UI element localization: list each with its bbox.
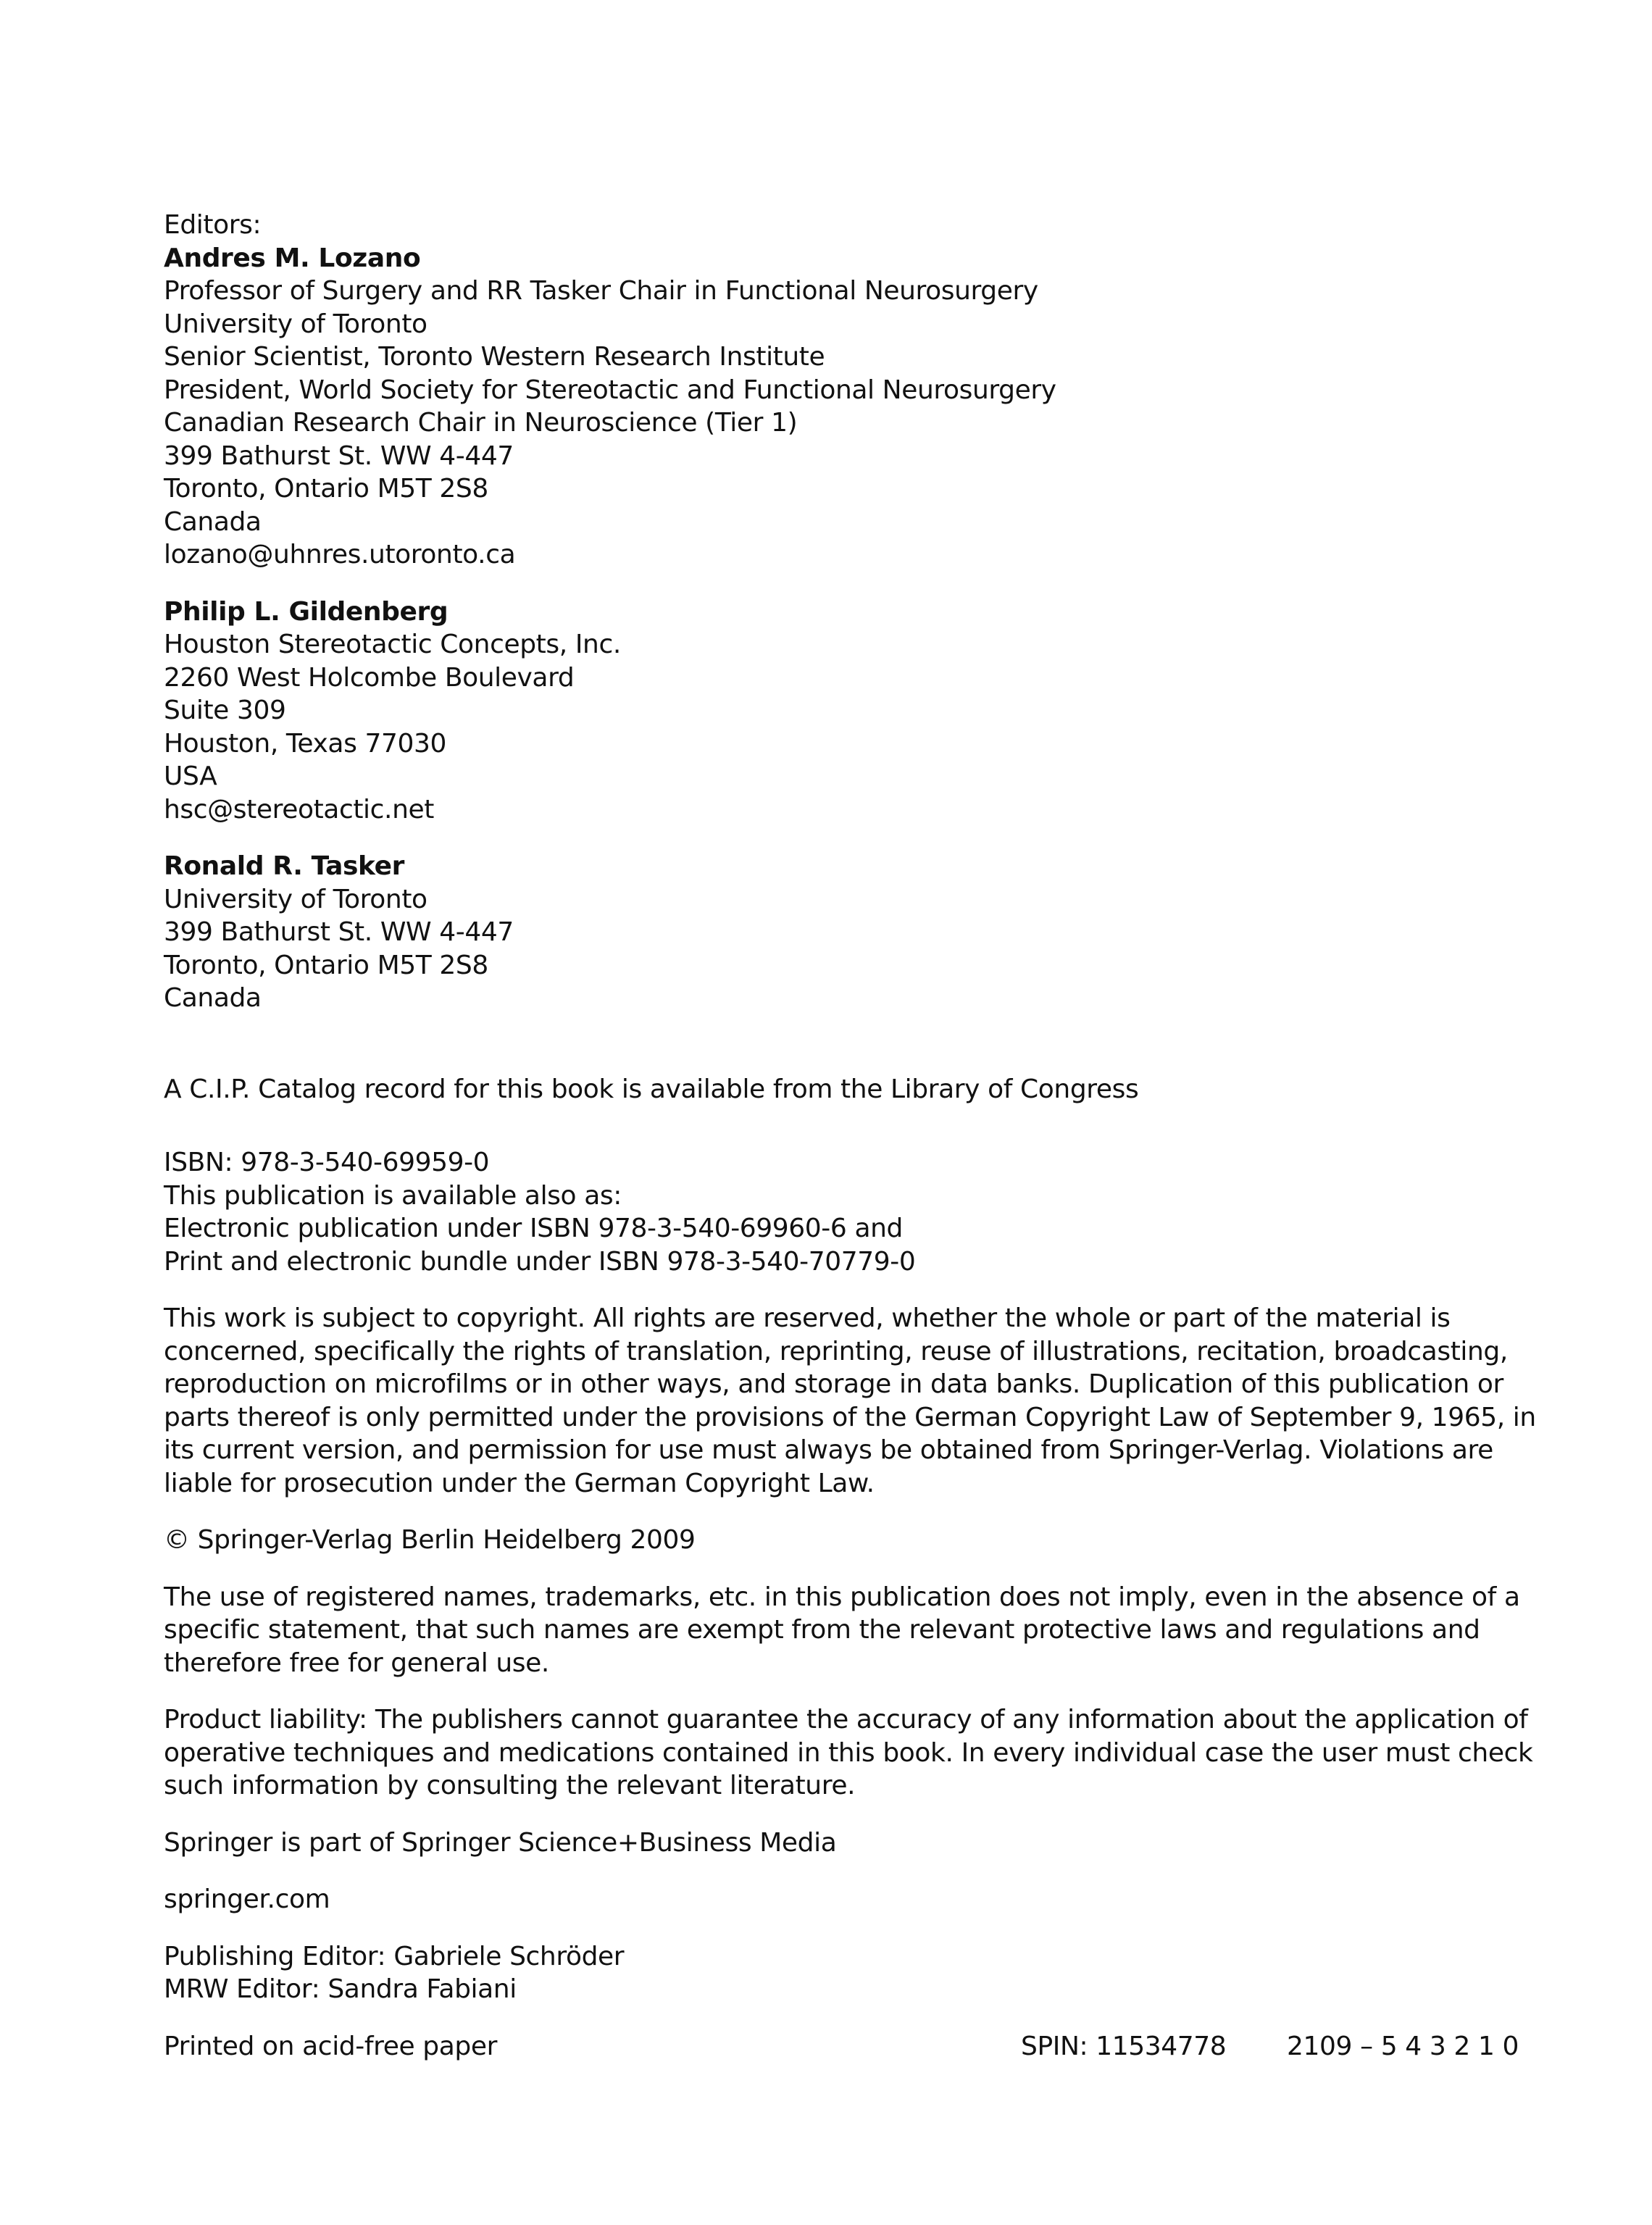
publishing-editor: Publishing Editor: Gabriele Schröder [164,1941,625,1971]
trademark-notice-line: The use of registered names, trademarks, etc. in this publication does not imply, even in the absence of a [164,1582,1520,1612]
editors-heading: Editors: [164,210,262,240]
spacer [164,1557,1519,1581]
cip-record: A C.I.P. Catalog record for this book is available from the Library of Congress [164,1074,1139,1104]
spacer [164,1106,1519,1146]
copyright-line: © Springer-Verlag Berlin Heidelberg 2009 [164,1525,696,1555]
isbn-line: Print and electronic bundle under ISBN 978-3-540-70779-0 [164,1246,916,1277]
copyright-page [164,209,1536,2063]
editor-name: Andres M. Lozano [164,243,421,273]
isbn-block [164,1146,1519,1278]
liability-notice-line: Product liability: The publishers cannot guarantee the accuracy of any information about the application of [164,1705,1528,1735]
spin-number: SPIN: 11534778 [1021,2031,1227,2061]
editor-line: President, World Society for Stereotactic and Functional Neurosurgery [164,375,1056,405]
spacer [164,1500,1519,1524]
copyright-notice-line: reproduction on microfilms or in other ways, and storage in data banks. Duplication of this publication or [164,1369,1503,1399]
editor-name: Ronald R. Tasker [164,851,404,881]
editor-line: 2260 West Holcombe Boulevard [164,662,575,693]
editor-line: Suite 309 [164,696,286,725]
copyright-notice-line: parts thereof is only permitted under the provisions of the German Copyright Law of September 9, 1965, in [164,1402,1536,1432]
spacer [164,1916,1519,1940]
spacer [164,572,1519,596]
editor-block-tasker [164,850,1519,1015]
staff-block [164,1940,1519,2006]
editor-line: Toronto, Ontario M5T 2S8 [164,474,488,504]
trademark-notice [164,1581,1519,1680]
editor-line: Canada [164,983,262,1013]
trademark-notice-line: specific statement, that such names are exempt from the relevant protective laws and regulations and [164,1615,1480,1645]
editor-line: University of Toronto [164,309,427,339]
editor-line: Toronto, Ontario M5T 2S8 [164,950,488,980]
editor-line: Senior Scientist, Toronto Western Research Institute [164,342,825,372]
editor-line: 399 Bathurst St. WW 4-447 [164,917,514,947]
copyright-notice [164,1302,1536,1500]
isbn-line: ISBN: 978-3-540-69959-0 [164,1148,490,1177]
spacer [164,1015,1519,1073]
editor-line: University of Toronto [164,884,427,914]
editor-name: Philip L. Gildenberg [164,596,449,627]
copyright-notice-line: liable for prosecution under the German Copyright Law. [164,1468,875,1498]
spacer [164,1803,1519,1827]
website: springer.com [164,1884,330,1914]
springer-part: Springer is part of Springer Science+Business Media [164,1827,837,1858]
editor-line: Canadian Research Chair in Neuroscience (Tier 1) [164,408,798,438]
print-code: 2109 – 5 4 3 2 1 0 [1287,2031,1519,2061]
spacer [164,826,1519,850]
mrw-editor: MRW Editor: Sandra Fabiani [164,1974,517,2004]
editor-line: 399 Bathurst St. WW 4-447 [164,441,514,471]
editor-line: Professor of Surgery and RR Tasker Chair in Functional Neurosurgery [164,276,1038,306]
liability-notice-line: operative techniques and medications contained in this book. In every individual case the user must check [164,1737,1533,1768]
copyright-notice-line: This work is subject to copyright. All rights are reserved, whether the whole or part of the material is [164,1303,1451,1333]
isbn-line: Electronic publication under ISBN 978-3-540-69960-6 and [164,1214,903,1243]
spacer [164,2006,1519,2030]
print-footer [164,2030,1519,2063]
isbn-line: This publication is available also as: [164,1180,622,1211]
spacer [164,1679,1519,1703]
copyright-notice-line: concerned, specifically the rights of translation, reprinting, reuse of illustrations, recitation, broadcasting, [164,1336,1508,1366]
editor-line: USA [164,761,217,791]
spacer [164,1859,1519,1883]
editor-line: Houston, Texas 77030 [164,728,446,759]
editor-email: hsc@stereotactic.net [164,794,434,825]
editor-line: Houston Stereotactic Concepts, Inc. [164,630,621,659]
paper-note: Printed on acid-free paper [164,2031,497,2061]
editor-block-lozano [164,242,1519,572]
spacer [164,1278,1519,1302]
liability-notice [164,1703,1533,1803]
liability-notice-line: such information by consulting the relevant literature. [164,1771,856,1800]
editor-block-gildenberg [164,596,1519,827]
editor-line: Canada [164,506,262,537]
trademark-notice-line: therefore free for general use. [164,1648,549,1678]
copyright-notice-line: its current version, and permission for use must always be obtained from Springer-Verlag. Violations are [164,1435,1493,1465]
editor-email: lozano@uhnres.utoronto.ca [164,540,516,569]
